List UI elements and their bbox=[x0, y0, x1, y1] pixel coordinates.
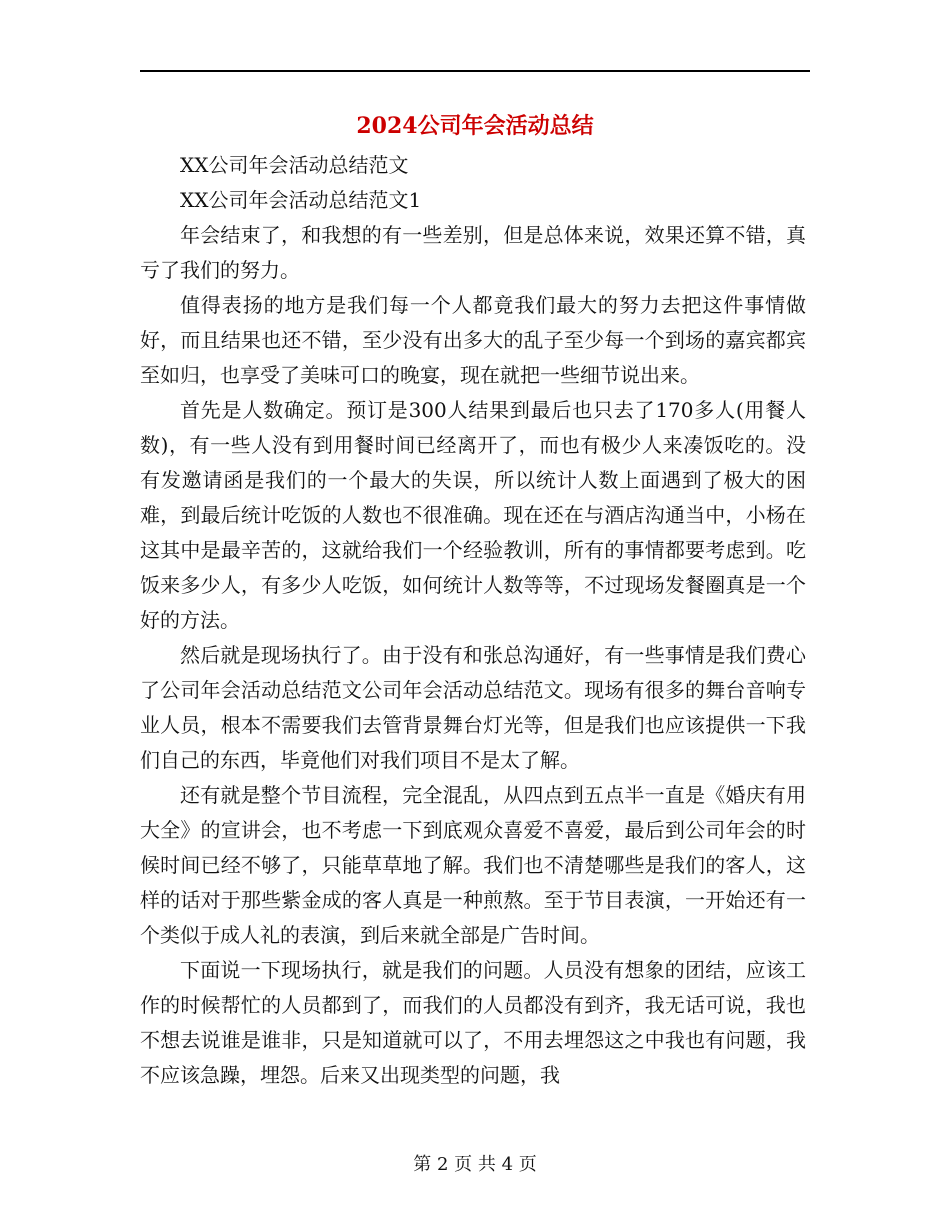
paragraph: XX公司年会活动总结范文 bbox=[180, 153, 409, 177]
paragraph: 首先是人数确定。预订是300人结果到最后也只去了170多人(用餐人数)，有一些人没有到用餐时间已经离开了，而也有极少人来凑饭吃的。没有发邀请函是我们的一个最大的失误，所以统计人数上面遇到了极大的困难，到最后统计吃饭的人数也不很准确。现在还在与酒店沟通当中，小杨在这其中是最辛苦的，这就给我们一个经验教训，所有的事情都要考虑到。吃饭来多少人，有多少人吃饭，如何统计人数等等，不过现场发餐圈真是一个好的方法。 bbox=[140, 398, 806, 632]
paragraph: 值得表扬的地方是我们每一个人都竟我们最大的努力去把这件事情做好，而且结果也还不错，至少没有出多大的乱子至少每一个到场的嘉宾都宾至如归，也享受了美味可口的晚宴，现在就把一些细节说出来。 bbox=[140, 293, 806, 387]
paragraph: XX公司年会活动总结范文1 bbox=[180, 188, 422, 212]
document-title: 2024公司年会活动总结 bbox=[356, 113, 594, 139]
header-rule bbox=[140, 70, 810, 72]
page-number: 第 2 页 共 4 页 bbox=[413, 1154, 537, 1175]
paragraph: 下面说一下现场执行，就是我们的问题。人员没有想象的团结，应该工作的时候帮忙的人员都到了，而我们的人员都没有到齐，我无话可说，我也不想去说谁是谁非，只是知道就可以了，不用去埋怨这之中我也有问题，我不应该急躁，埋怨。后来又出现类型的问题，我 bbox=[140, 958, 806, 1087]
paragraph: 然后就是现场执行了。由于没有和张总沟通好，有一些事情是我们费心了公司年会活动总结范文公司年会活动总结范文。现场有很多的舞台音响专业人员，根本不需要我们去管背景舞台灯光等，但是我们也应该提供一下我们自己的东西，毕竟他们对我们项目不是太了解。 bbox=[140, 643, 806, 772]
document-body bbox=[140, 148, 806, 1093]
paragraph: 还有就是整个节目流程，完全混乱，从四点到五点半一直是《婚庆有用大全》的宣讲会，也不考虑一下到底观众喜爱不喜爱，最后到公司年会的时候时间已经不够了，只能草草地了解。我们也不清楚哪些是我们的客人，这样的话对于那些紫金成的客人真是一种煎熬。至于节目表演，一开始还有一个类似于成人礼的表演，到后来就全部是广告时间。 bbox=[140, 783, 806, 947]
paragraph: 年会结束了，和我想的有一些差别，但是总体来说，效果还算不错，真亏了我们的努力。 bbox=[140, 223, 806, 282]
